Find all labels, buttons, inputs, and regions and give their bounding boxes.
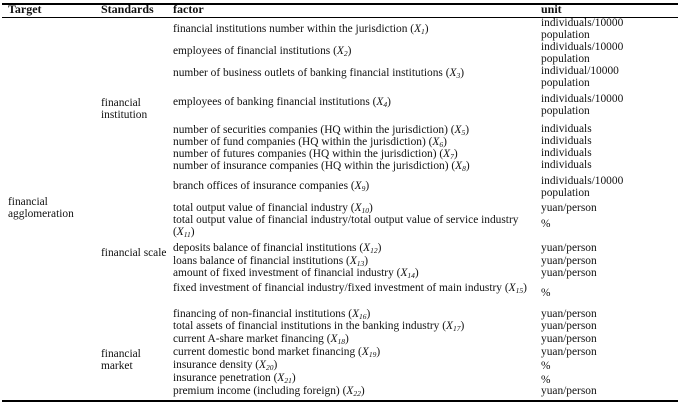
- factor-variable-index: 19: [368, 350, 377, 359]
- factor-variable: $X_{12}$: [363, 242, 378, 255]
- factor-text: financial institutions number within the jurisdiction: [173, 23, 411, 35]
- factor-text: insurance density: [173, 359, 256, 371]
- factor-variable: $X_{21}$: [277, 372, 292, 385]
- factor-variable-index: 9: [361, 184, 366, 193]
- factor-variable-index: 20: [266, 363, 274, 372]
- factor-text: number of business outlets of banking financial institutions: [173, 67, 446, 79]
- factor-cell: deposits balance of financial institutions $(X_{12})$: [173, 242, 382, 255]
- factor-variable: $X_7$: [443, 148, 454, 161]
- unit-cell: yuan/person: [541, 308, 597, 320]
- factor-cell: total assets of financial institutions in the banking industry $(X_{17})$: [173, 320, 465, 333]
- factor-variable-index: 15: [515, 286, 524, 295]
- unit-cell: yuan/person: [541, 333, 597, 345]
- factor-text: loans balance of financial institutions: [173, 255, 347, 267]
- unit-cell: %: [541, 374, 551, 386]
- factor-variable-index: 7: [450, 152, 454, 161]
- factor-text: deposits balance of financial institutions: [173, 242, 360, 254]
- factor-variable-index: 21: [284, 376, 292, 385]
- bottom-rule: [2, 400, 678, 402]
- target-label: financial agglomeration: [8, 196, 74, 220]
- factor-text: total assets of financial institutions in the banking industry: [173, 320, 443, 332]
- factor-variable-index: 5: [461, 128, 466, 137]
- unit-cell: individuals/10000 population: [541, 17, 624, 41]
- factor-cell: total output value of financial industry/total output value of service industry $(X_{11})$: [173, 214, 519, 239]
- factor-variable-index: 8: [462, 164, 466, 173]
- factor-variable-index: 14: [407, 271, 415, 280]
- factor-variable: $X_1$: [414, 23, 425, 36]
- factor-cell: number of fund companies (HQ within the jurisdiction) $(X_6)$: [173, 136, 447, 149]
- factor-variable-index: 17: [453, 324, 461, 333]
- factor-variable: $X_{20}$: [259, 359, 274, 372]
- factor-variable: $X_{16}$: [352, 308, 367, 321]
- factor-variable: $X_{17}$: [446, 320, 461, 333]
- factor-variable: $X_{10}$: [354, 202, 370, 215]
- factor-variable: $X_9$: [354, 180, 366, 193]
- factor-text: total output value of financial industry/total output value of service industry: [173, 214, 519, 226]
- factor-text: employees of financial institutions: [173, 45, 334, 57]
- factor-text: current A-share market financing: [173, 333, 327, 345]
- factor-text: number of futures companies (HQ within the jurisdiction): [173, 148, 440, 160]
- unit-cell: yuan/person: [541, 267, 597, 279]
- factor-text: number of insurance companies (HQ within the jurisdiction): [173, 160, 452, 172]
- unit-cell: yuan/person: [541, 242, 597, 254]
- factor-variable: $X_{14}$: [400, 267, 415, 280]
- factor-cell: loans balance of financial institutions $(X_{13})$: [173, 255, 369, 268]
- header-unit: unit: [541, 2, 562, 16]
- factor-cell: number of futures companies (HQ within the jurisdiction) $(X_7)$: [173, 148, 458, 161]
- standard-institution: financial institution: [101, 97, 148, 121]
- unit-cell: individuals: [541, 123, 592, 135]
- factor-variable-index: 2: [343, 49, 348, 58]
- factor-cell: employees of financial institutions $(X_2)$: [173, 45, 352, 58]
- factor-variable-index: 3: [456, 71, 461, 80]
- factor-cell: financing of non-financial institutions $(X_{16})$: [173, 308, 371, 321]
- factor-variable: $X_{15}$: [508, 282, 524, 295]
- factor-variable: $X_{11}$: [176, 225, 191, 239]
- factor-variable: $X_2$: [336, 45, 348, 58]
- factor-variable: $X_6$: [432, 136, 444, 149]
- factor-text: number of securities companies (HQ within the jurisdiction): [173, 124, 451, 136]
- unit-cell: individual/10000 population: [541, 65, 619, 89]
- factor-cell: employees of banking financial institutions $(X_4)$: [173, 96, 391, 109]
- factor-variable: $X_4$: [376, 96, 388, 109]
- factor-text: financing of non-financial institutions: [173, 308, 349, 320]
- factor-variable-index: 10: [361, 206, 370, 215]
- factor-text: employees of banking financial institutions: [173, 96, 373, 108]
- factor-text: current domestic bond market financing: [173, 346, 359, 358]
- factor-variable-index: 12: [370, 246, 378, 255]
- factor-variable: $X_3$: [449, 67, 461, 80]
- unit-cell: yuan/person: [541, 320, 597, 332]
- factor-cell: fixed investment of financial industry/fixed investment of main industry $(X_{15})$: [173, 282, 527, 295]
- factor-cell: amount of fixed investment of financial industry $(X_{14})$: [173, 267, 419, 280]
- factor-variable-index: 16: [359, 312, 367, 321]
- unit-cell: yuan/person: [541, 346, 597, 358]
- factor-variable-index: 4: [383, 100, 388, 109]
- unit-cell: %: [541, 360, 551, 372]
- unit-cell: individuals/10000 population: [541, 41, 624, 65]
- factor-variable: $X_{22}$: [346, 385, 361, 398]
- factor-text: branch offices of insurance companies: [173, 180, 351, 192]
- factor-text: number of fund companies (HQ within the jurisdiction): [173, 136, 429, 148]
- factor-variable: $X_{19}$: [361, 346, 377, 359]
- factor-variable-index: 11: [183, 229, 191, 239]
- factor-cell: insurance penetration $(X_{21})$: [173, 372, 296, 385]
- factor-cell: financial institutions number within the jurisdiction $(X_1)$: [173, 23, 429, 36]
- standard-market: financial market: [101, 348, 141, 372]
- unit-cell: yuan/person: [541, 255, 597, 267]
- unit-cell: yuan/person: [541, 385, 597, 397]
- factor-text: amount of fixed investment of financial industry: [173, 267, 397, 279]
- factor-variable-index: 18: [337, 337, 345, 346]
- factor-text: insurance penetration: [173, 372, 274, 384]
- factor-variable: $X_{13}$: [349, 255, 365, 268]
- factor-variable-index: 1: [421, 27, 425, 36]
- standard-scale: financial scale: [101, 247, 167, 259]
- factor-cell: insurance density $(X_{20})$: [173, 359, 278, 372]
- unit-cell: yuan/person: [541, 202, 597, 214]
- header-standards: Standards: [101, 2, 154, 16]
- factor-variable: $X_{18}$: [330, 333, 345, 346]
- factor-cell: total output value of financial industry $(X_{10})$: [173, 202, 373, 215]
- factor-cell: current domestic bond market financing $(X_{19})$: [173, 346, 381, 359]
- factor-cell: current A-share market financing $(X_{18})$: [173, 333, 349, 346]
- unit-cell: individuals: [541, 147, 592, 159]
- unit-cell: individuals/10000 population: [541, 175, 624, 199]
- factor-cell: number of business outlets of banking financial institutions $(X_3)$: [173, 67, 465, 80]
- factor-cell: number of insurance companies (HQ within the jurisdiction) $(X_8)$: [173, 160, 470, 173]
- factor-variable: $X_5$: [454, 124, 466, 137]
- factor-cell: number of securities companies (HQ within the jurisdiction) $(X_5)$: [173, 124, 470, 137]
- factor-text: premium income (including foreign): [173, 385, 343, 397]
- header-target: Target: [8, 2, 42, 16]
- factor-text: fixed investment of financial industry/fixed investment of main industry: [173, 282, 505, 294]
- unit-cell: %: [541, 218, 551, 230]
- factor-text: total output value of financial industry: [173, 202, 351, 214]
- unit-cell: individuals: [541, 159, 592, 171]
- factor-variable-index: 13: [356, 259, 365, 268]
- factor-variable-index: 22: [353, 389, 361, 398]
- header-factor: factor: [173, 2, 204, 16]
- unit-cell: %: [541, 287, 551, 299]
- factor-cell: branch offices of insurance companies $(X_9)$: [173, 180, 370, 193]
- factor-variable: $X_8$: [455, 160, 466, 173]
- unit-cell: individuals: [541, 135, 592, 147]
- factor-cell: premium income (including foreign) $(X_{22})$: [173, 385, 365, 398]
- factor-variable-index: 6: [439, 140, 444, 149]
- unit-cell: individuals/10000 population: [541, 93, 624, 117]
